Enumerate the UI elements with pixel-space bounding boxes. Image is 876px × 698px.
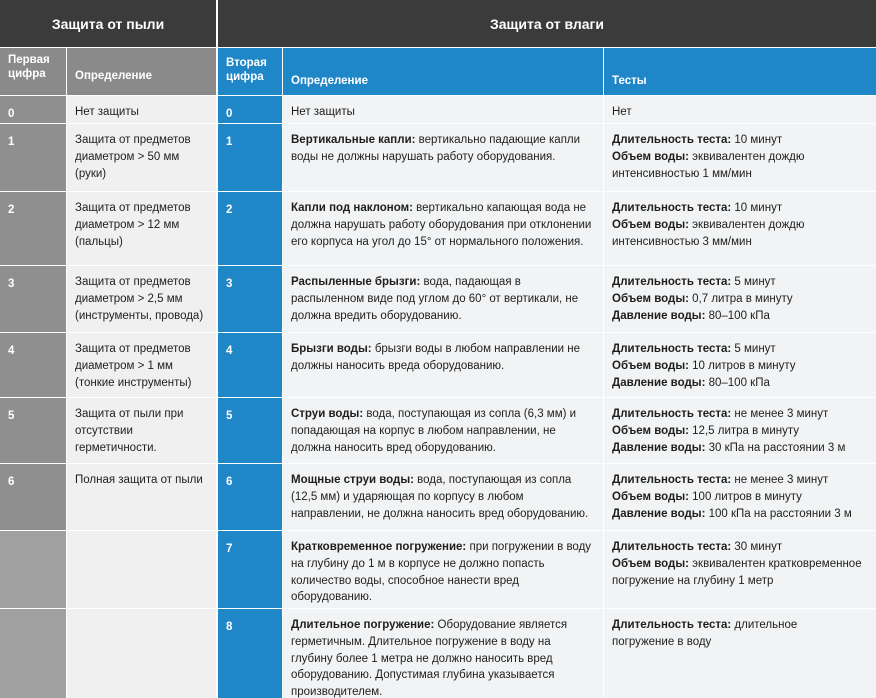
- dust-definition: Защита от пыли при отсутствии герметичности.: [75, 408, 184, 454]
- dust-digit: 5: [8, 410, 15, 422]
- dust-definition: Защита от предметов диаметром > 12 мм (пальцы): [75, 202, 191, 248]
- test-label: Давление воды:: [612, 507, 706, 520]
- dust-digit-cell: [0, 333, 66, 397]
- test-line: [612, 200, 868, 217]
- test-line: [612, 308, 868, 325]
- tests-header: Тесты: [604, 48, 876, 95]
- dust-digit-cell: [0, 192, 66, 265]
- test-value: 5 минут: [731, 276, 776, 288]
- test-line: [612, 556, 868, 573]
- test-label: Длительность теста:: [612, 343, 732, 355]
- table-row: [0, 464, 876, 530]
- dust-digit: 3: [8, 278, 15, 290]
- dust-definition: Нет защиты: [75, 106, 139, 118]
- test-value: Нет: [612, 106, 632, 118]
- tests-cell: [604, 124, 876, 191]
- test-label: Длительность теста:: [612, 541, 732, 553]
- moisture-digit: 5: [226, 410, 233, 422]
- dust-definition-cell: [67, 609, 216, 698]
- dust-digit: 2: [8, 204, 15, 216]
- dust-digit: 0: [8, 108, 15, 120]
- moisture-digit: 3: [226, 278, 233, 290]
- test-value: 100 кПа на расстоянии 3 м: [705, 507, 852, 520]
- test-value: 80–100 кПа: [705, 309, 770, 322]
- moisture-digit: 0: [226, 108, 233, 120]
- dust-definition-header: Определение: [67, 48, 216, 95]
- test-line: [612, 634, 868, 651]
- tests-cell: [604, 266, 876, 332]
- moisture-definition-term: Брызги воды:: [291, 343, 372, 355]
- dust-digit-cell: [0, 464, 66, 530]
- tests-cell: [604, 96, 876, 123]
- dust-definition: Полная защита от пыли: [75, 474, 203, 486]
- tests-cell: [604, 464, 876, 530]
- dust-definition: Защита от предметов диаметром > 2,5 мм (инструменты, провода): [75, 276, 204, 322]
- dust-digit-cell: [0, 96, 66, 123]
- moisture-definition-cell: [283, 124, 603, 191]
- test-label: Давление воды:: [612, 309, 706, 322]
- test-label: Объем воды:: [612, 424, 689, 437]
- test-line: [612, 573, 868, 590]
- tests-cell: [604, 609, 876, 698]
- test-label: Объем воды:: [612, 218, 689, 231]
- moisture-definition-term: Вертикальные капли:: [291, 134, 416, 146]
- test-label: Длительность теста:: [612, 408, 732, 420]
- moisture-definition-text: Нет защиты: [291, 106, 355, 118]
- test-value: 100 литров в минуту: [688, 490, 802, 503]
- dust-definition-cell: [67, 333, 216, 397]
- moisture-definition-term: Кратковременное погружение:: [291, 541, 467, 553]
- test-label: Длительность теста:: [612, 474, 732, 486]
- dust-definition: Защита от предметов диаметром > 50 мм (руки): [75, 134, 191, 180]
- moisture-definition-term: Капли под наклоном:: [291, 202, 413, 214]
- test-value: интенсивностью 1 мм/мин: [612, 167, 752, 180]
- test-label: Объем воды:: [612, 490, 689, 503]
- test-value: 30 минут: [731, 541, 783, 553]
- test-value: эквивалентен дождю: [688, 150, 805, 163]
- test-value: не менее 3 минут: [731, 474, 829, 486]
- test-line: [612, 440, 868, 457]
- dust-digit: 1: [8, 136, 15, 148]
- test-value: длительное: [731, 619, 798, 631]
- table-row: [0, 531, 876, 608]
- dust-digit-cell: [0, 266, 66, 332]
- moisture-definition-header: Определение: [283, 48, 603, 95]
- test-line: [612, 291, 868, 308]
- test-line: [612, 617, 868, 634]
- test-line: [612, 166, 868, 183]
- dust-digit-cell: [0, 124, 66, 191]
- moisture-digit-cell: [218, 192, 282, 265]
- test-label: Длительность теста:: [612, 134, 732, 146]
- test-value: эквивалентен дождю: [688, 218, 805, 231]
- moisture-digit: 6: [226, 476, 233, 488]
- moisture-definition-term: Распыленные брызги:: [291, 276, 421, 288]
- moisture-digit: 7: [226, 543, 233, 555]
- test-line: [612, 341, 868, 358]
- test-value: не менее 3 минут: [731, 408, 829, 420]
- test-line: [612, 149, 868, 166]
- test-value: погружение на глубину 1 метр: [612, 574, 774, 587]
- moisture-definition-text: брызги воды в любом направлении не должны наносить вреда оборудованию.: [291, 343, 581, 372]
- moisture-definition-text: Оборудование является герметичным. Длительное погружение в воду на глубину более 1 метра не должно наносить вред оборудованию. Допустимая глубина указывается производителем.: [291, 619, 568, 698]
- moisture-definition-cell: [283, 192, 603, 265]
- test-label: Давление воды:: [612, 376, 706, 389]
- moisture-digit-cell: [218, 124, 282, 191]
- dust-definition-cell: [67, 398, 216, 463]
- moisture-definition-cell: [283, 464, 603, 530]
- test-label: Длительность теста:: [612, 619, 732, 631]
- first-digit-header: Первая цифра: [0, 48, 66, 95]
- test-line: [612, 539, 868, 556]
- dust-digit-cell: [0, 398, 66, 463]
- test-line: [612, 234, 868, 251]
- test-line: [612, 104, 868, 121]
- test-label: Объем воды:: [612, 150, 689, 163]
- test-value: погружение в воду: [612, 635, 712, 648]
- moisture-digit-cell: [218, 266, 282, 332]
- moisture-definition-term: Мощные струи воды:: [291, 474, 414, 486]
- moisture-digit: 1: [226, 136, 233, 148]
- moisture-digit: 2: [226, 204, 233, 216]
- test-line: [612, 489, 868, 506]
- test-line: [612, 274, 868, 291]
- moisture-digit-cell: [218, 531, 282, 608]
- moisture-definition-cell: [283, 398, 603, 463]
- dust-definition-cell: [67, 531, 216, 608]
- test-label: Длительность теста:: [612, 202, 732, 214]
- moisture-digit-cell: [218, 398, 282, 463]
- test-line: [612, 132, 868, 149]
- test-value: эквивалентен кратковременное: [688, 557, 862, 570]
- dust-definition-cell: [67, 266, 216, 332]
- tests-cell: [604, 192, 876, 265]
- dust-protection-title: Защита от пыли: [0, 0, 216, 47]
- moisture-definition-term: Струи воды:: [291, 408, 364, 420]
- moisture-definition-cell: [283, 333, 603, 397]
- test-value: 30 кПа на расстоянии 3 м: [705, 441, 846, 454]
- tests-cell: [604, 531, 876, 608]
- dust-definition-cell: [67, 124, 216, 191]
- dust-definition: Защита от предметов диаметром > 1 мм (тонкие инструменты): [75, 343, 192, 389]
- dust-digit-cell: [0, 609, 66, 698]
- test-label: Длительность теста:: [612, 276, 732, 288]
- tests-cell: [604, 398, 876, 463]
- tests-cell: [604, 333, 876, 397]
- moisture-definition-text: вертикально капающая вода не должна нарушать работу оборудования при отклонении его корпуса на угол до 15° от нормального положения.: [291, 202, 592, 248]
- second-digit-header: Вторая цифра: [218, 48, 282, 95]
- test-line: [612, 375, 868, 392]
- test-line: [612, 406, 868, 423]
- test-value: 5 минут: [731, 343, 776, 355]
- table-row: [0, 333, 876, 397]
- test-line: [612, 217, 868, 234]
- moisture-definition-cell: [283, 96, 603, 123]
- moisture-digit: 8: [226, 621, 233, 633]
- moisture-definition-term: Длительное погружение:: [291, 619, 435, 631]
- test-line: [612, 358, 868, 375]
- test-line: [612, 423, 868, 440]
- table-row: [0, 609, 876, 698]
- test-value: 10 минут: [731, 134, 783, 146]
- moisture-definition-text: вода, поступающая из сопла (6,3 мм) и попадающая на корпус в любом направлении, не должна наносить вред оборудованию.: [291, 408, 577, 454]
- test-value: 10 литров в минуту: [688, 359, 796, 372]
- table-row: [0, 266, 876, 332]
- dust-definition-cell: [67, 96, 216, 123]
- dust-definition-cell: [67, 192, 216, 265]
- moisture-digit-cell: [218, 333, 282, 397]
- test-label: Давление воды:: [612, 441, 706, 454]
- dust-digit-cell: [0, 531, 66, 608]
- moisture-protection-title: Защита от влаги: [218, 0, 876, 47]
- test-value: 12,5 литра в минуту: [688, 424, 800, 437]
- table-row: [0, 124, 876, 191]
- moisture-digit: 4: [226, 345, 233, 357]
- moisture-definition-cell: [283, 531, 603, 608]
- test-value: 80–100 кПа: [705, 376, 770, 389]
- moisture-definition-cell: [283, 266, 603, 332]
- moisture-digit-cell: [218, 609, 282, 698]
- moisture-definition-text: при погружении в воду на глубину до 1 м в корпусе не должно попасть количество воды, способное нанести вред оборудованию.: [291, 541, 592, 604]
- dust-definition-cell: [67, 464, 216, 530]
- table-row: [0, 192, 876, 265]
- test-value: 0,7 литра в минуту: [688, 292, 793, 305]
- test-label: Объем воды:: [612, 359, 689, 372]
- moisture-definition-text: вертикально падающие капли воды не должны нарушать работу оборудования.: [291, 134, 581, 163]
- dust-digit: 6: [8, 476, 15, 488]
- moisture-digit-cell: [218, 464, 282, 530]
- test-label: Объем воды:: [612, 557, 689, 570]
- test-line: [612, 506, 868, 523]
- table-row: [0, 398, 876, 463]
- moisture-definition-text: вода, поступающая из сопла (12,5 мм) и ударяющая по корпусу в любом направлении, не должна наносить вред оборудованию.: [291, 474, 589, 520]
- test-line: [612, 472, 868, 489]
- table-row: [0, 96, 876, 123]
- moisture-definition-cell: [283, 609, 603, 698]
- test-value: 10 минут: [731, 202, 783, 214]
- test-label: Объем воды:: [612, 292, 689, 305]
- moisture-definition-text: вода, падающая в распыленном виде под углом до 60° от вертикали, не должна вредить оборудованию.: [291, 276, 579, 322]
- dust-digit: 4: [8, 345, 15, 357]
- test-value: интенсивностью 3 мм/мин: [612, 235, 752, 248]
- moisture-digit-cell: [218, 96, 282, 123]
